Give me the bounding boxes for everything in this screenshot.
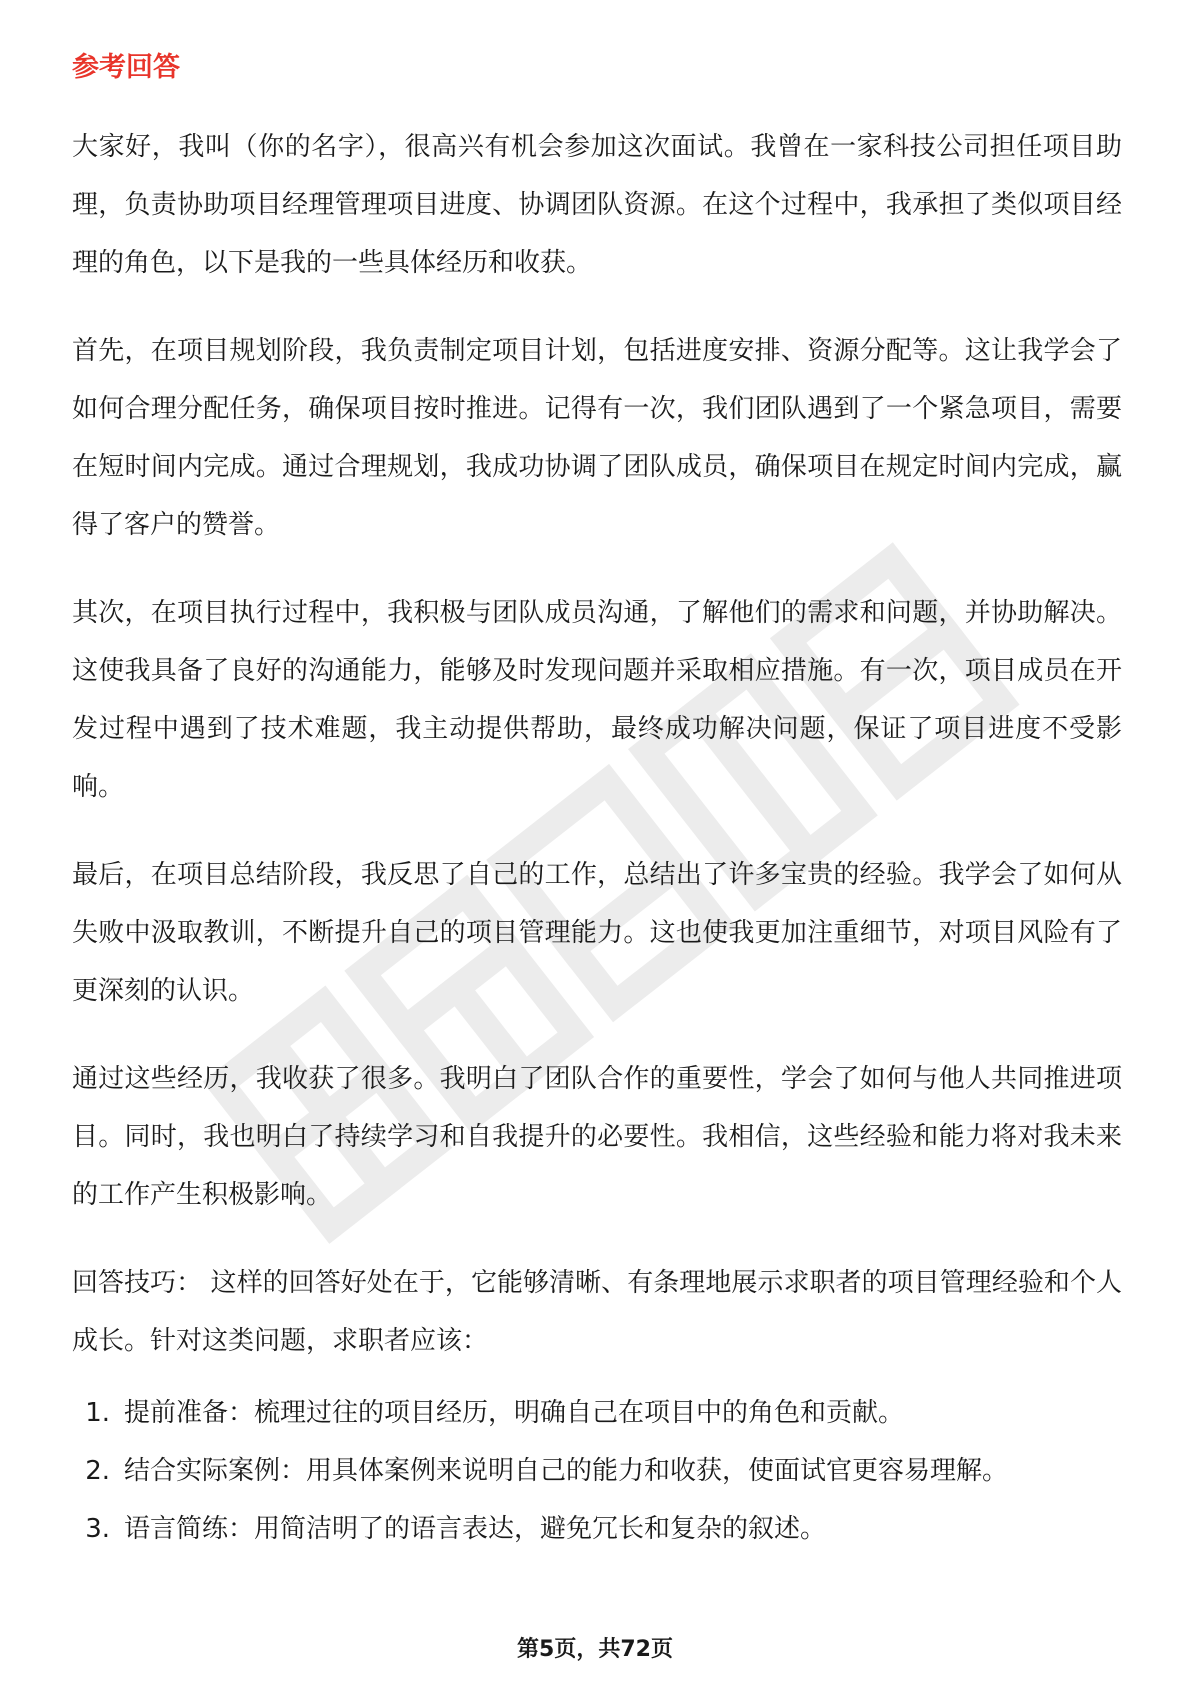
list-item — [72, 1500, 1122, 1558]
paragraph-summary: 最后，在项目总结阶段，我反思了自己的工作，总结出了许多宝贵的经验。我学会了如何从失败中汲取教训，不断提升自己的项目管理能力。这也使我更加注重细节，对项目风险有了更深刻的认识。 — [72, 860, 1122, 1006]
list-item-term: 语言简练 ： — [124, 1514, 254, 1544]
list-item-text: 用具体案例来说明自己的能力和收获，使面试官更容易理解。 — [306, 1456, 1009, 1486]
answer-body — [72, 118, 1122, 1558]
paragraph-conclusion: 通过这些经历，我收获了很多。我明白了团队合作的重要性，学会了如何与他人共同推进项目。同时，我也明白了持续学习和自我提升的必要性。我相信，这些经验和能力将对我未来的工作产生积极影响。 — [72, 1064, 1122, 1210]
list-item-term: 结合实际案例 ： — [124, 1456, 306, 1486]
paragraph-planning: 首先，在项目规划阶段，我负责制定项目计划，包括进度安排、资源分配等。这让我学会了如何合理分配任务，确保项目按时推进。记得有一次，我们团队遇到了一个紧急项目，需要在短时间内完成。通过合理规划，我成功协调了团队成员，确保项目在规定时间内完成，赢得了客户的赞誉。 — [72, 336, 1122, 540]
paragraph-intro: 大家好，我叫（你的名字），很高兴有机会参加这次面试。我曾在一家科技公司担任项目助理，负责协助项目经理管理项目进度、协调团队资源。在这个过程中，我承担了类似项目经理的角色，以下是我的一些具体经历和收获。 — [72, 132, 1122, 278]
list-item-number: 2. — [85, 1456, 110, 1486]
page-number: 第5页，共72页 — [517, 1637, 673, 1662]
paragraph-execution: 其次，在项目执行过程中，我积极与团队成员沟通，了解他们的需求和问题，并协助解决。这使我具备了良好的沟通能力，能够及时发现问题并采取相应措施。有一次，项目成员在开发过程中遇到了技术难题，我主动提供帮助，最终成功解决问题，保证了项目进度不受影响。 — [72, 598, 1122, 802]
list-item — [72, 1442, 1122, 1500]
list-item-term: 提前准备 ： — [124, 1398, 254, 1428]
paragraph-tips-intro: 回答技巧： 这样的回答好处在于，它能够清晰、有条理地展示求职者的项目管理经验和个人成长。针对这类问题，求职者应该： — [72, 1268, 1122, 1356]
list-item-number: 3. — [85, 1514, 110, 1544]
list-item-text: 梳理过往的项目经历，明确自己在项目中的角色和贡献。 — [254, 1398, 905, 1428]
list-item-text: 用简洁明了的语言表达，避免冗长和复杂的叙述。 — [254, 1514, 827, 1544]
list-item-number: 1. — [85, 1398, 110, 1428]
list-item — [72, 1384, 1122, 1442]
section-heading: 参考回答 — [72, 52, 180, 83]
tips-list — [72, 1384, 1122, 1558]
